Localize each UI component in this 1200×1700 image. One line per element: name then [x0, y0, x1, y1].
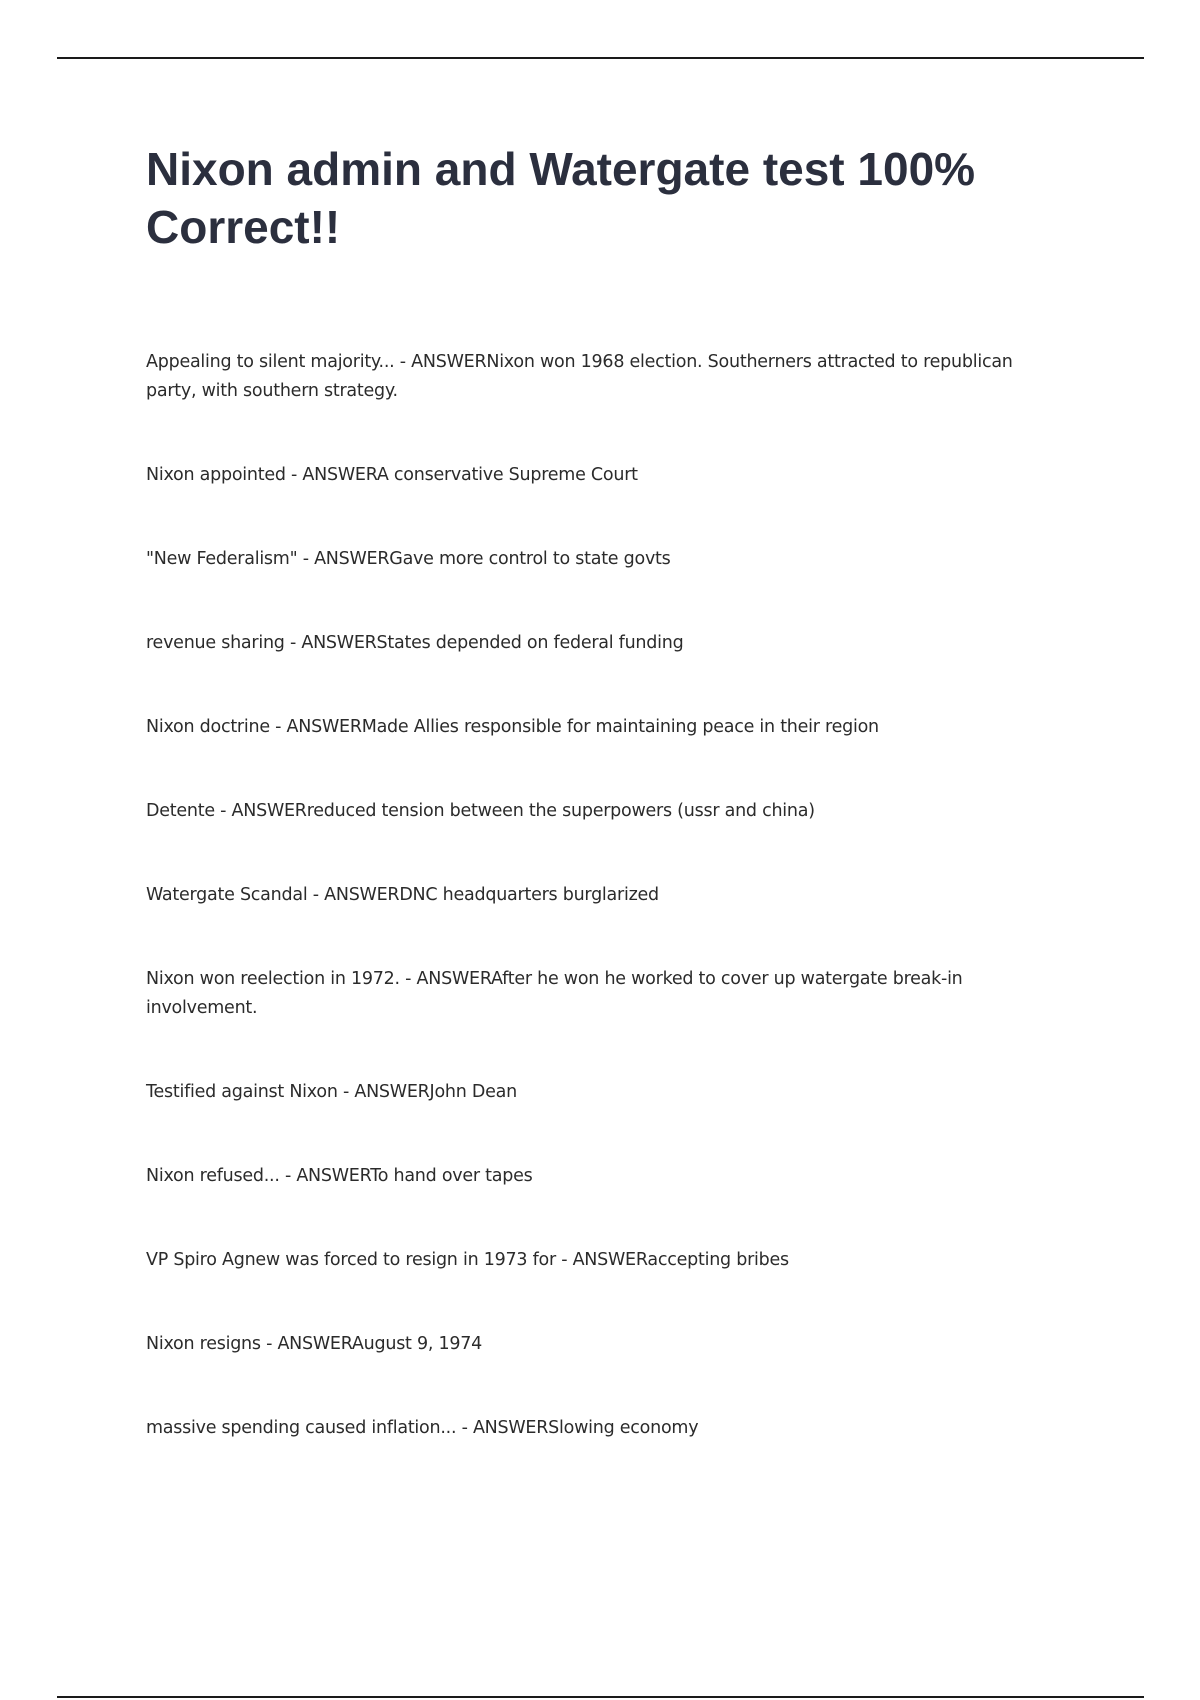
qa-item: Testified against Nixon - ANSWERJohn Dean	[146, 1082, 517, 1102]
qa-item: Nixon appointed - ANSWERA conservative Supreme Court	[146, 465, 638, 485]
qa-item: "New Federalism" - ANSWERGave more control to state govts	[146, 549, 671, 569]
qa-item: Nixon resigns - ANSWERAugust 9, 1974	[146, 1334, 483, 1354]
qa-item: VP Spiro Agnew was forced to resign in 1973 for - ANSWERaccepting bribes	[146, 1250, 789, 1270]
qa-item: Nixon won reelection in 1972. - ANSWERAfter he won he worked to cover up watergate break-in involvement.	[146, 969, 963, 1018]
document-page	[146, 140, 1046, 1438]
qa-item: revenue sharing - ANSWERStates depended on federal funding	[146, 633, 684, 653]
bottom-rule	[57, 1696, 1144, 1698]
qa-item: Detente - ANSWERreduced tension between the superpowers (ussr and china)	[146, 801, 815, 821]
top-rule	[57, 57, 1144, 59]
qa-item: Nixon refused... - ANSWERTo hand over tapes	[146, 1166, 533, 1186]
document-title: Nixon admin and Watergate test 100% Correct!!	[146, 143, 976, 253]
qa-item: massive spending caused inflation... - ANSWERSlowing economy	[146, 1418, 699, 1438]
qa-item: Watergate Scandal - ANSWERDNC headquarters burglarized	[146, 885, 659, 905]
qa-list	[146, 348, 1026, 1443]
qa-item: Nixon doctrine - ANSWERMade Allies responsible for maintaining peace in their region	[146, 717, 879, 737]
qa-item: Appealing to silent majority... - ANSWERNixon won 1968 election. Southerners attracted to republican party, with southern strategy.	[146, 352, 1013, 401]
